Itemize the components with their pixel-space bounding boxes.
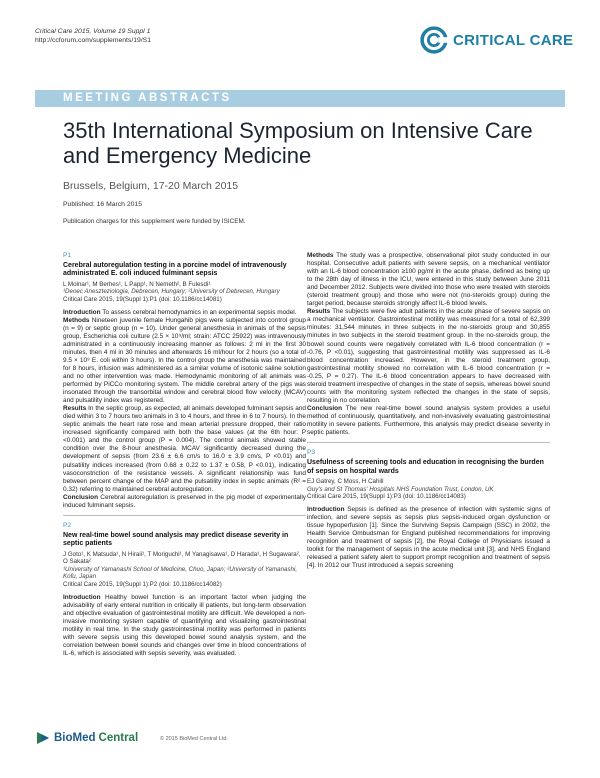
abstract-id: P2 xyxy=(63,521,72,529)
copyright-notice: © 2015 BioMed Central Ltd. xyxy=(160,736,228,742)
abstract-citation: Critical Care 2015, 19(Suppl 1):P2 (doi: 10.1186/cc14082) xyxy=(63,581,222,589)
abstract-affiliations: Guy's and St Thomas' Hospitals NHS Foundation Trust, London, UK xyxy=(307,485,494,493)
location-date: Brussels, Belgium, 17-20 March 2015 xyxy=(63,180,239,192)
critical-care-logo-text: CRITICAL CARE xyxy=(453,31,574,49)
abstract-title: Cerebral autoregulation testing in a porcine model of intravenously administrated E. coli induced fulminant sepsis xyxy=(63,262,287,278)
abstract-title: Usefulness of screening tools and education in recognising the burden of sepsis on hospital wards xyxy=(307,459,544,475)
section-band-label: MEETING ABSTRACTS xyxy=(63,92,232,104)
abstract-p2-continued xyxy=(307,252,550,437)
abstract-divider xyxy=(63,515,306,516)
abstract-introduction: Introduction To assess cerebral hemodynamics in an experimental sepsis model. xyxy=(63,308,297,316)
abstract-id: P1 xyxy=(63,252,72,259)
section-band xyxy=(35,90,565,107)
abstract-introduction: Introduction Sepsis is defined as the presence of infection with systemic signs of infection, and severe sepsis as sepsis plus sepsis-induced organ dysfunction or tissue hypoperfusion [1]. Since the Surviving Sepsis Campaign (SSC) in 2002, the Health Service Ombudsman for England published recommendations for improving recognition and treatment of sepsis [2], the Royal College of Physicians issued a toolkit for the management of sepsis in the acute medical unit [3], and NHS England released a patient safety alert to support prompt recognition and treatment of sepsis [4]. In 2012 our Trust introduced a sepsis screening xyxy=(307,505,550,570)
abstract-methods: Methods Nineteen juvenile female Hungahib pigs were subjected into control group (n = 9) or septic group (n = 10). Under general anesthesia in animals of the sepsis group, Escherichia coli culture (2.5 × 10⁹/ml; strain: ATCC 25922) was intravenously administrated in a continuously increasing manner as follows: 2 ml in the first 30 minutes, then 4 ml in 30 minutes and afterwards 16 ml/hour for 2 hours (so a total of 9.5 × 10⁹ E. coli within 3 hours). In the control group the anesthesia was maintained for 8 hours, infusion was administered as a similar volume of isotonic saline solution and no other intervention was made. Hemodynamic monitoring of all animals was performed by PiCCo monitoring system. The middle cerebral artery of the pigs was insonated through the transorbital window and cerebral blood flow velocity (MCAV) and pulsatility index was registered. xyxy=(63,316,306,405)
abstract-affiliations: ¹Deoec Aneszteziologia, Debrecen, Hungary; ²University of Debrecen, Hungary xyxy=(63,288,280,296)
abstract-authors: L Molnar¹, M Berhes¹, L Papp¹, N Nemeth², B Fulesdi¹ xyxy=(63,280,211,288)
biomed-central-logo-icon xyxy=(35,730,51,746)
abstract-id: P3 xyxy=(307,449,316,457)
journal-header xyxy=(35,27,151,45)
journal-url[interactable]: http://ccforum.com/supplements/19/S1 xyxy=(35,37,151,44)
biomed-central-logo xyxy=(35,730,138,746)
abstract-results: Results The subjects were five adult patients in the acute phase of severe sepsis on a mechanical ventilator. Gastrointestinal motility was measured for a total of 62,399 minutes: 31,544 minutes in three subjects in the no-steroids group and 30,855 minutes in two subjects in the steroid treatment group. In the no-steroids group, the bowel sound counts were negatively correlated with IL-6 blood concentration (r = -0.76, P <0.01), suggesting that gastrointestinal motility was suppressed as IL-6 blood concentration increased. However, in the steroid treatment group, gastrointestinal motility showed no correlation with IL-6 blood concentration (r = -0.25, P = 0.27). The IL-6 blood concentration appears to have decreased with steroid treatment irrespective of changes in the state of sepsis, whereas bowel sound counts with the monitoring system reflected the changes in the state of sepsis, resulting in no correlation. xyxy=(307,308,550,404)
right-column xyxy=(307,252,550,570)
publication-charges: Publication charges for this supplement were funded by ISICEM. xyxy=(63,218,246,225)
abstract-results: Results In the septic group, as expected, all animals developed fulminant sepsis and died within 3 to 7 hours two animals in 3 to 4 hours, and three in 6 to 7 hours). In the septic animals the heart rate rose and mean arterial pressure dropped, their ratio increased significantly compared with both the base values (at the 6th hour: P <0.001) and the control group (P = 0.004). The control animals showed stable condition over the 8-hour anesthesia. MCAV significantly decreased during the development of sepsis (from 23.6 ± 6.6 cm/s to 16.0 ± 3.9 cm/s, P <0.01) and pulsatility indices increased (from 0.68 ± 0.22 to 1.37 ± 0.58, P <0.01), indicating vasoconstriction of the resistance vessels. A significant relationship was fund between percent change of the MAP and the pulsatility index in septic animals (R² = 0.32) referring to maintained cerebral autoregulation. xyxy=(63,405,307,493)
biomed-logo-text-2: Central xyxy=(98,732,139,744)
abstract-title: New real-time bowel sound analysis may predict disease severity in septic patients xyxy=(63,531,289,548)
journal-line: Critical Care 2015, Volume 19 Suppl 1 xyxy=(35,28,151,35)
abstract-authors: EJ Gatrey, C Moss, H Cahill xyxy=(307,477,384,485)
abstract-affiliations: ¹University of Yamanashi School of Medicine, Chuo, Japan; ²University of Yamanashi, Kofu, Japan xyxy=(63,565,298,581)
abstract-p2 xyxy=(63,522,306,658)
abstract-p3 xyxy=(307,449,550,570)
abstract-introduction: Introduction Healthy bowel function is an important factor when judging the advisability of early enteral nutrition in critically ill patients, but long-term observation and objective evaluation of gastrointestinal motility are difficult. We developed a non-invasive monitoring system capable of quantifying and visualizing gastrointestinal motility in real time. In the study gastrointestinal motility was performed in patients with severe sepsis using this developed bowel sound analysis system, and the correlation between bowel sounds and changes over time in blood concentrations of IL-6, which is associated with sepsis severity, was evaluated. xyxy=(63,593,306,657)
abstract-p1 xyxy=(63,252,306,510)
abstract-citation: Critical Care 2015, 19(Suppl 1):P3 (doi: 10.1186/cc14083) xyxy=(307,493,466,501)
biomed-logo-text-1: BioMed xyxy=(54,732,96,744)
critical-care-logo xyxy=(420,26,573,54)
abstract-divider xyxy=(307,442,550,443)
critical-care-logo-icon xyxy=(420,26,448,54)
abstract-conclusion: Conclusion Cerebral autoregulation is preserved in the pig model of experimentally induced fulminant sepsis. xyxy=(63,493,306,509)
page-title: 35th International Symposium on Intensive Care and Emergency Medicine xyxy=(63,118,533,168)
abstract-methods: Methods The study was a prospective, observational pilot study conducted in our hospital. Consecutive adult patients with severe sepsis, on a mechanical ventilator with an IL-6 blood concentration ≥100 pg/ml in the acute phase, defined as being up to the 28th day of illness in the ICU, were entered in this study between June 2011 and December 2012. Subjects were divided into those who were treated with steroids (steroid treatment group) and those who were not (no-steroids group) during the target period, because steroids strongly affect IL-6 blood levels. xyxy=(307,252,550,308)
published-date: Published: 16 March 2015 xyxy=(63,201,142,208)
abstract-authors: J Goto¹, K Matsuda¹, N Hiraii¹, T Moriguchi¹, M Yanagisawa¹, D Harada¹, H Sugawara², O Sakata² xyxy=(63,550,301,566)
abstract-conclusion: Conclusion The new real-time bowel sound analysis system provides a useful method of continuously, quantitatively, and non-invasively evaluating gastrointestinal motility in severe patients. Furthermore, this analysis may predict disease severity in septic patients. xyxy=(307,404,550,437)
left-column xyxy=(63,252,306,658)
abstract-citation: Critical Care 2015, 19(Suppl 1):P1 (doi: 10.1186/cc14081) xyxy=(63,296,222,304)
